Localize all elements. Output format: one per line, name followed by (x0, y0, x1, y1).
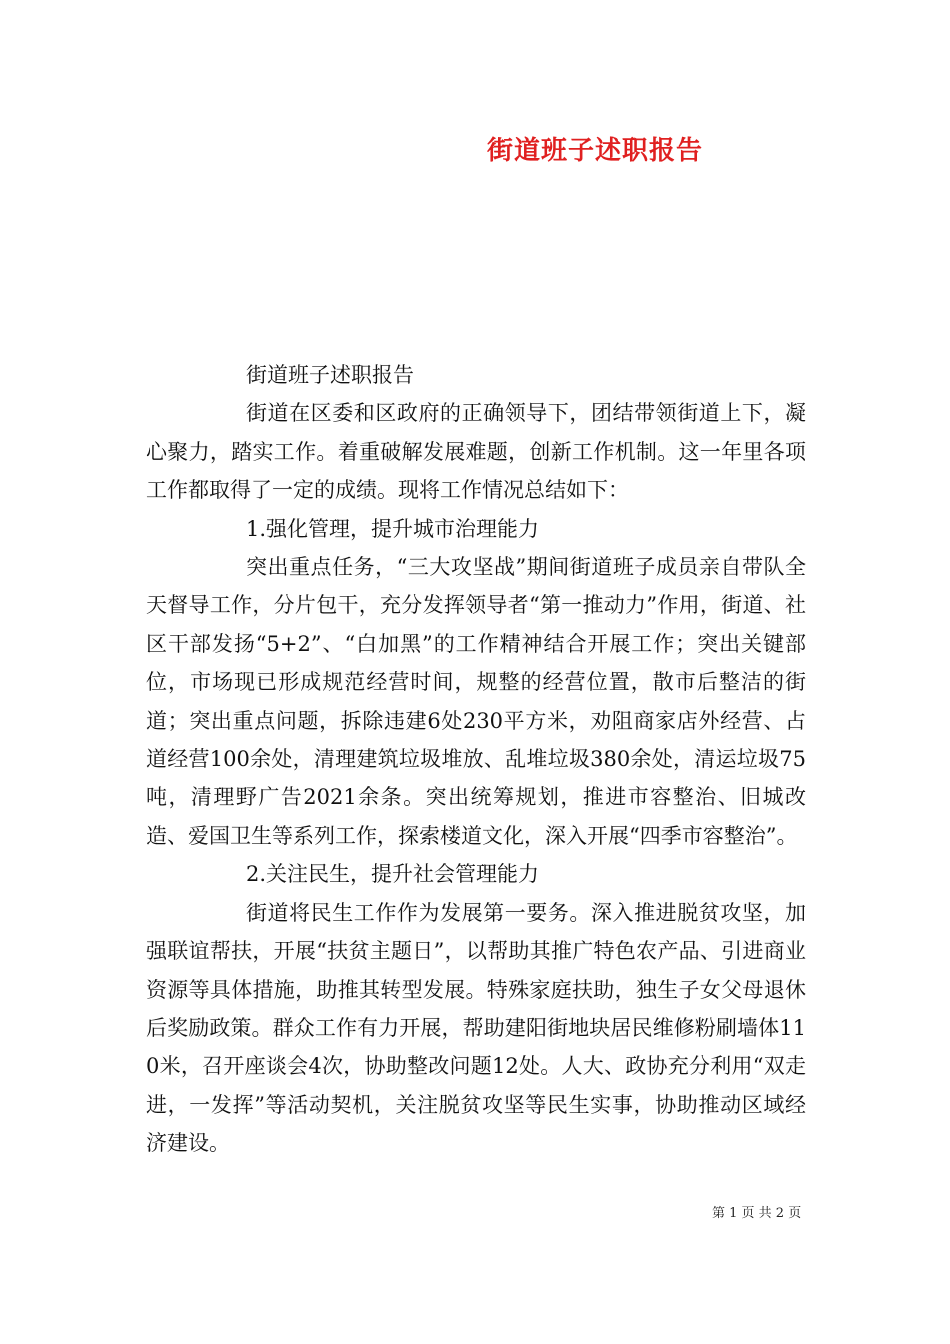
section-heading-2: 2.关注民生，提升社会管理能力 (246, 862, 540, 887)
paragraph-intro: 街道在区委和区政府的正确领导下，团结带领街道上下，凝心聚力，踏实工作。着重破解发展难题，创新工作机制。这一年里各项工作都取得了一定的成绩。现将工作情况总结如下： (146, 401, 806, 503)
paragraph-section-2: 街道将民生工作作为发展第一要务。深入推进脱贫攻坚，加强联谊帮扶，开展“扶贫主题日”，以帮助其推广特色农产品、引进商业资源等具体措施，助推其转型发展。特殊家庭扶助，独生子女父母退休后奖励政策。群众工作有力开展，帮助建阳街地块居民维修粉刷墙体110米，召开座谈会4次，协助整改问题12处。人大、政协充分利用“双走进，一发挥”等活动契机，关注脱贫攻坚等民生实事，协助推动区域经济建设。 (146, 900, 806, 1156)
paragraph-heading: 街道班子述职报告 (246, 363, 414, 387)
paragraph-section-1: 突出重点任务，“三大攻坚战”期间街道班子成员亲自带队全天督导工作，分片包干，充分发挥领导者“第一推动力”作用，街道、社区干部发扬“5+2”、“白加黑”的工作精神结合开展工作；突出关键部位，市场现已形成规范经营时间，规整的经营位置，散市后整洁的街道；突出重点问题，拆除违建6处230平方米，劝阻商家店外经营、占道经营100余处，清理建筑垃圾堆放、乱堆垃圾380余处，清运垃圾75吨，清理野广告2021余条。突出统筹规划，推进市容整治、旧城改造、爱国卫生等系列工作，探索楼道文化，深入开展“四季市容整治”。 (146, 555, 806, 848)
document-title: 街道班子述职报告 (487, 136, 704, 166)
page-number-footer: 第 1 页 共 2 页 (712, 1206, 802, 1221)
section-heading-1: 1.强化管理，提升城市治理能力 (246, 516, 540, 541)
document-body (146, 356, 806, 1163)
